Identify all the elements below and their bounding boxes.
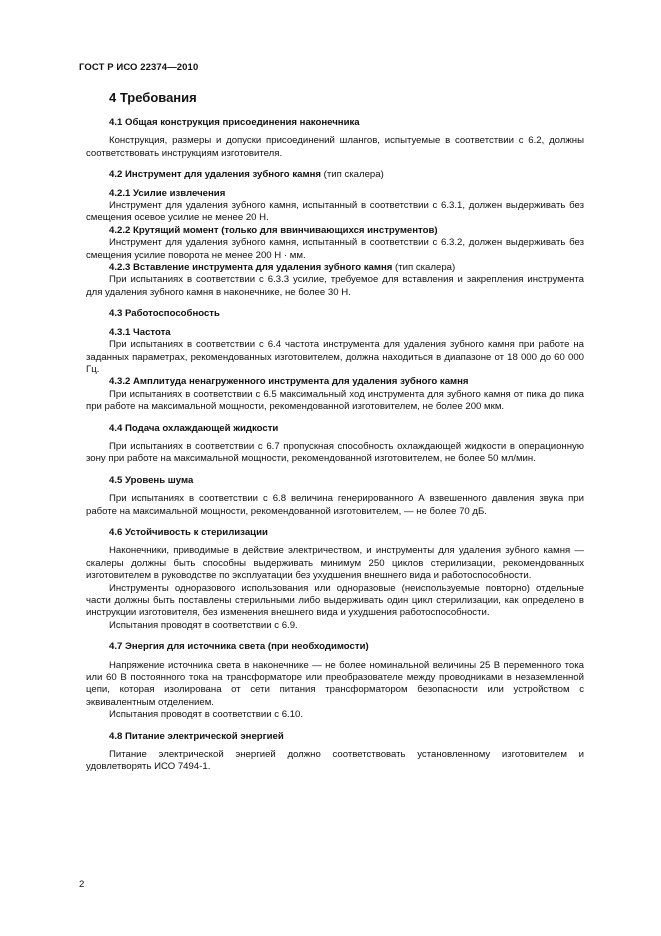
paragraph: При испытаниях в соответствии с 6.4 частота инструмента для удаления зубного камня при работе на заданных параметрах, рекомендованных изготовителем, должна находиться в диапазоне от 18 000 до 60 000 Гц. bbox=[86, 339, 584, 375]
paragraph: Конструкция, размеры и допуски присоединений шлангов, испытуемые в соответствии с 6.2, должны соответствовать инструкциям изготовителя. bbox=[86, 135, 584, 159]
paragraph: Инструмент для удаления зубного камня, испытанный в соответствии с 6.3.2, должен выдерживать без смещения усилие поворота не менее 200 Н · мм. bbox=[86, 237, 584, 261]
heading-4-2-bold: 4.2 Инструмент для удаления зубного камня bbox=[109, 169, 321, 181]
heading-4-2-2: 4.2.2 Крутящий момент (только для ввинчивающихся инструментов) bbox=[109, 224, 438, 236]
section-title: 4 Требования bbox=[109, 90, 197, 105]
paragraph: При испытаниях в соответствии с 6.8 величина генерированного А взвешенного давления звука при работе на максимальной мощности, рекомендованной изготовителем, — не более 70 дБ. bbox=[86, 493, 584, 517]
paragraph: При испытаниях в соответствии с 6.7 пропускная способность охлаждающей жидкости в операционную зону при работе на максимальной мощности, рекомендованной изготовителем, не более 50 мл/мин. bbox=[86, 440, 584, 465]
heading-4-4: 4.4 Подача охлаждающей жидкости bbox=[109, 422, 279, 434]
paragraph: Напряжение источника света в наконечнике — не более номинальной величины 25 В переменного тока или 60 В постоянного тока на трансформаторе или преобразователе между проводниками в незаземленной цепи, которая изолирована от сети питания трансформатором безопасности или устройством с эквивалентным отделением. bbox=[86, 659, 584, 708]
paragraph: Испытания проводят в соответствии с 6.10. bbox=[109, 709, 304, 721]
heading-4-1: 4.1 Общая конструкция присоединения наконечника bbox=[109, 117, 360, 128]
heading-4-2-3-normal: (тип скалера) bbox=[392, 262, 456, 274]
heading-4-2-normal: (тип скалера) bbox=[320, 169, 384, 181]
heading-4-8: 4.8 Питание электрической энергией bbox=[109, 730, 284, 742]
paragraph: При испытаниях в соответствии с 6.5 максимальный ход инструмента для зубного камня от пика до пика при работе на максимальной мощности, рекомендованной изготовителем, не более 200 мкм. bbox=[86, 388, 584, 413]
heading-4-7: 4.7 Энергия для источника света (при необходимости) bbox=[109, 641, 369, 653]
standard-header: ГОСТ Р ИСО 22374—2010 bbox=[79, 62, 199, 73]
paragraph: Питание электрической энергией должно соответствовать установленному изготовителем и удовлетворять ИСО 7494-1. bbox=[86, 749, 584, 773]
page-number: 2 bbox=[79, 879, 85, 890]
heading-4-6: 4.6 Устойчивость к стерилизации bbox=[109, 526, 268, 538]
paragraph: При испытаниях в соответствии с 6.3.3 усилие, требуемое для вставления и закрепления инструмента для удаления зубного камня в наконечнике, не более 30 Н. bbox=[86, 274, 584, 298]
heading-4-3: 4.3 Работоспособность bbox=[109, 308, 220, 320]
paragraph: Инструменты одноразового использования или одноразовые (неиспользуемые повторно) отдельные части должны быть поставлены стерильными либо выдерживать один цикл стерилизации, как определено в инструкции изготовителя, без изменения внешнего вида и ухудшения работоспособности. bbox=[86, 582, 584, 619]
heading-4-2-3 bbox=[109, 262, 584, 274]
heading-4-3-2: 4.3.2 Амплитуда ненагруженного инструмента для удаления зубного камня bbox=[109, 376, 469, 388]
paragraph: Испытания проводят в соответствии с 6.9. bbox=[109, 619, 298, 631]
paragraph: Наконечники, приводимые в действие электричеством, и инструменты для удаления зубного камня — скалеры должны быть способны выдерживать минимум 250 циклов стерилизации, рекомендованных изготовителем в руководстве по эксплуатации без ухудшения внешнего вида и работоспособности. bbox=[86, 545, 584, 582]
paragraph: Инструмент для удаления зубного камня, испытанный в соответствии с 6.3.1, должен выдерживать без смещения осевое усилие не менее 20 Н. bbox=[86, 200, 584, 224]
heading-4-5: 4.5 Уровень шума bbox=[109, 474, 194, 486]
heading-4-2-1: 4.2.1 Усилие извлечения bbox=[109, 187, 226, 199]
document-body bbox=[86, 90, 584, 774]
heading-4-2-3-bold: 4.2.3 Вставление инструмента для удаления зубного камня bbox=[109, 262, 393, 274]
heading-4-2 bbox=[109, 169, 584, 181]
heading-4-3-1: 4.3.1 Частота bbox=[109, 326, 171, 338]
